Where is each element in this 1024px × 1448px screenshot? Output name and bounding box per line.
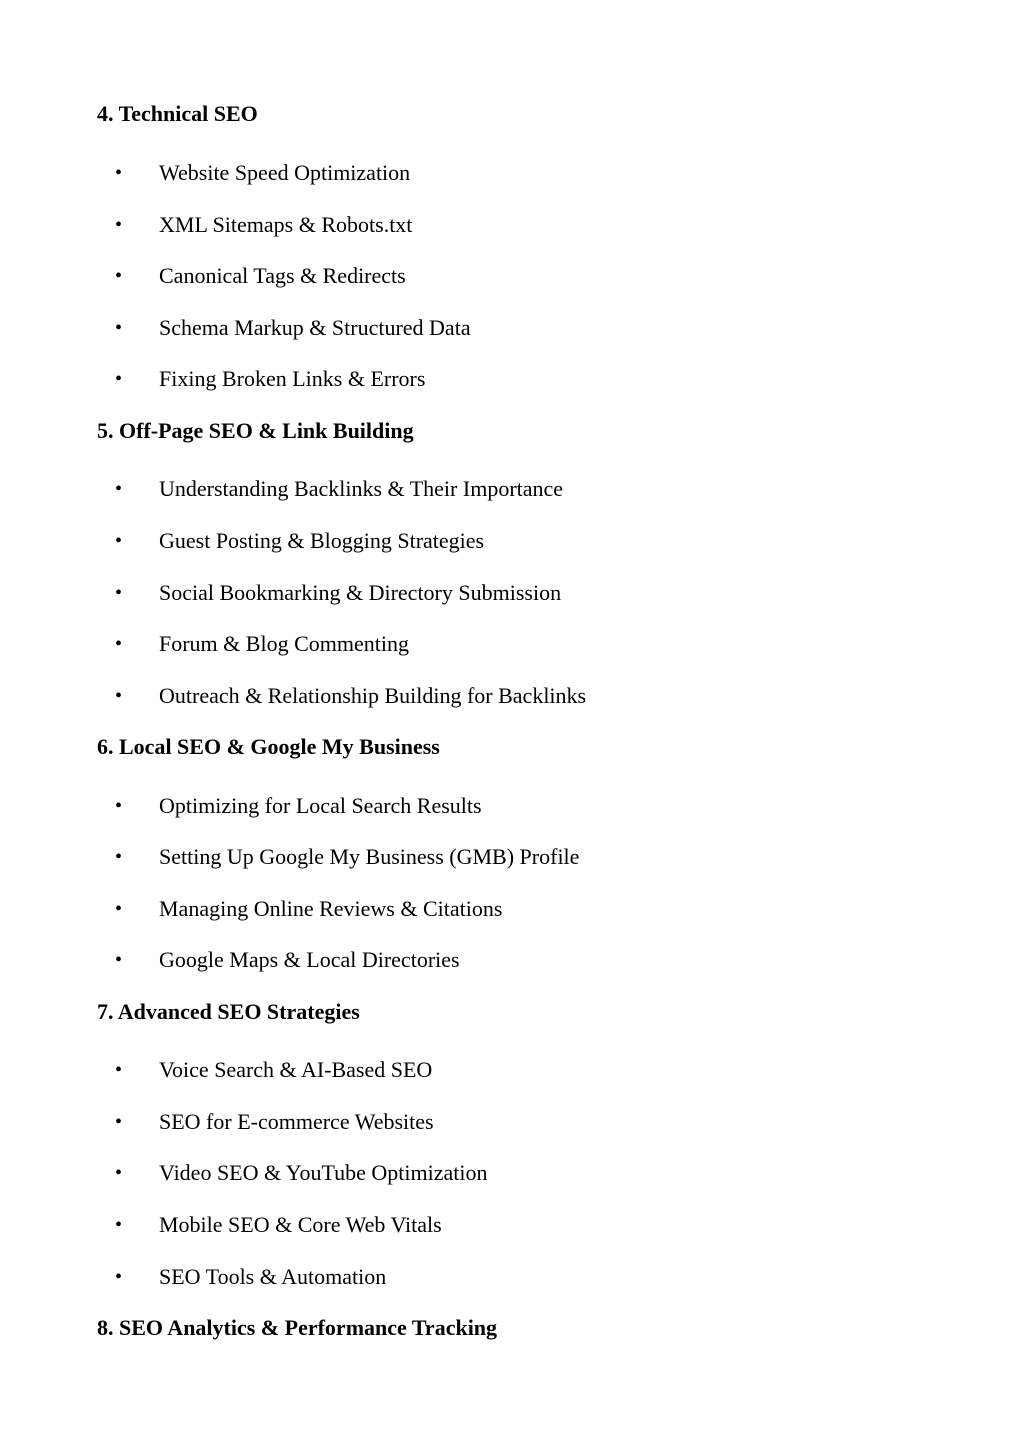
bullet-icon: • xyxy=(115,582,123,604)
list-item-text: Social Bookmarking & Directory Submission xyxy=(159,580,562,605)
list-item-text: Managing Online Reviews & Citations xyxy=(159,896,503,921)
list-item-text: Setting Up Google My Business (GMB) Profile xyxy=(159,844,580,869)
list-item-text: Optimizing for Local Search Results xyxy=(159,793,482,818)
bullet-icon: • xyxy=(115,317,123,339)
list-item-text: XML Sitemaps & Robots.txt xyxy=(159,212,413,237)
list-item-text: Outreach & Relationship Building for Backlinks xyxy=(159,683,587,708)
bullet-icon: • xyxy=(115,1059,123,1081)
bullet-icon: • xyxy=(115,846,123,868)
bullet-icon: • xyxy=(115,685,123,707)
bullet-icon: • xyxy=(115,162,123,184)
list-item-text: Schema Markup & Structured Data xyxy=(159,315,471,340)
list-item-text: Fixing Broken Links & Errors xyxy=(159,366,426,391)
list-item-text: SEO for E-commerce Websites xyxy=(159,1109,434,1134)
bullet-icon: • xyxy=(115,478,123,500)
bullet-icon: • xyxy=(115,633,123,655)
bullet-icon: • xyxy=(115,265,123,287)
bullet-icon: • xyxy=(115,1111,123,1133)
bullet-icon: • xyxy=(115,795,123,817)
bullet-icon: • xyxy=(115,214,123,236)
bullet-icon: • xyxy=(115,1214,123,1236)
list-item-text: Guest Posting & Blogging Strategies xyxy=(159,528,485,553)
list-item-text: Voice Search & AI-Based SEO xyxy=(159,1057,433,1082)
bullet-icon: • xyxy=(115,1162,123,1184)
section-heading-advanced-seo: 7. Advanced SEO Strategies xyxy=(97,999,360,1024)
list-item-text: Canonical Tags & Redirects xyxy=(159,263,406,288)
section-heading-seo-analytics: 8. SEO Analytics & Performance Tracking xyxy=(97,1315,498,1340)
bullet-icon: • xyxy=(115,898,123,920)
section-heading-local-seo: 6. Local SEO & Google My Business xyxy=(97,734,440,759)
bullet-icon: • xyxy=(115,1266,123,1288)
list-item-text: Google Maps & Local Directories xyxy=(159,947,460,972)
list-item-text: SEO Tools & Automation xyxy=(159,1264,387,1289)
list-item-text: Website Speed Optimization xyxy=(159,160,411,185)
bullet-icon: • xyxy=(115,530,123,552)
list-item-text: Forum & Blog Commenting xyxy=(159,631,409,656)
section-heading-off-page-seo: 5. Off-Page SEO & Link Building xyxy=(97,418,414,443)
list-item-text: Mobile SEO & Core Web Vitals xyxy=(159,1212,442,1237)
list-item-text: Understanding Backlinks & Their Importance xyxy=(159,476,564,501)
list-item-text: Video SEO & YouTube Optimization xyxy=(159,1160,488,1185)
section-heading-technical-seo: 4. Technical SEO xyxy=(97,101,258,126)
bullet-icon: • xyxy=(115,949,123,971)
bullet-icon: • xyxy=(115,368,123,390)
